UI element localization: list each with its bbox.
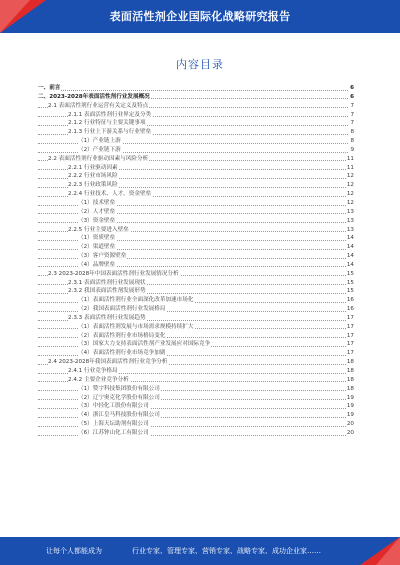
toc-entry-page: 13 [346,208,354,215]
toc-entry[interactable] [38,137,354,146]
toc-entry-page: 17 [346,350,354,357]
toc-entry[interactable] [38,172,354,181]
toc-entry[interactable] [38,358,354,367]
toc-entry-label: 2.1.2 行业特征与主要关键事项 [68,120,146,127]
toc-entry[interactable] [38,367,354,376]
toc-entry[interactable] [38,102,354,111]
toc-entry-label: 2.1.1 表面活性剂行业界定及分类 [68,111,152,118]
toc-entry-page: 12 [346,199,354,206]
toc-entry-page: 9 [350,146,354,153]
toc-title: 内容目录 [176,58,224,71]
toc-entry-page: 17 [346,341,354,348]
toc-leader-dots [38,90,354,91]
toc-entry-label: 2.2.4 行业技术、人才、资金壁垒 [68,191,152,198]
toc-entry-label: 2.1 表面活性剂行业运营有关定义及特点 [48,102,149,109]
toc-entry-page: 7 [350,120,354,127]
toc-entry-page: 12 [346,182,354,189]
toc-entry-page: 20 [346,421,354,428]
toc-entry-page: 18 [346,376,354,383]
toc-entry-label: 2.3.2 我国表面活性剂发展形势 [68,288,146,295]
toc-entry-label: （3）中轻化工股份有限公司 [78,403,149,410]
toc-entry[interactable] [38,394,354,403]
toc-entry[interactable] [38,208,354,217]
toc-entry-page: 12 [346,191,354,198]
toc-entry[interactable] [38,164,354,173]
toc-entry[interactable] [38,305,354,314]
toc-entry[interactable] [38,270,354,279]
toc-entry-label: （2）表面活性剂行业市场格局变化 [78,332,166,339]
toc-entry[interactable] [38,190,354,199]
toc-entry[interactable] [38,181,354,190]
toc-entry-label: （2）渠道壁垒 [78,244,116,251]
toc-entry[interactable] [38,376,354,385]
toc-entry-label: 2.2.5 行业主要进入壁垒 [68,226,129,233]
toc-entry-page: 18 [346,385,354,392]
toc-entry-page: 7 [350,111,354,118]
toc-entry-page: 18 [346,359,354,366]
toc-entry[interactable] [38,243,354,252]
toc-entry-page: 19 [346,412,354,419]
toc-entry-label: （1）产业链上游 [78,138,121,145]
toc-entry[interactable] [38,199,354,208]
toc-entry-label: （6）江苏钟山化工有限公司 [78,429,149,436]
toc-entry-label: 2.4 2023-2028年我国表面活性剂行业竞争分析 [48,359,168,366]
toc-entry-label: （1）表面活性剂行业全面深化改革加速市场化 [78,297,194,304]
toc-entry[interactable] [38,296,354,305]
toc-entry[interactable] [38,411,354,420]
toc-entry[interactable] [38,261,354,270]
toc-entry-page: 12 [346,173,354,180]
toc-entry[interactable] [38,111,354,120]
toc-entry[interactable] [38,332,354,341]
toc-entry-page: 11 [346,164,354,171]
toc-entry-label: 2.2.2 行业市场风险 [68,173,118,180]
toc-entry-label: 一、前言 [38,85,61,91]
toc-entry-label: （1）赞宇科技集团股份有限公司 [78,385,160,392]
toc-entry-label: （3）资金壁垒 [78,217,116,224]
toc-entry-page: 19 [346,403,354,410]
toc-entry-label: （2）产业链下游 [78,146,121,153]
toc-entry-label: 2.3.1 表面活性剂行业发展现状 [68,279,146,286]
toc-entry-page: 16 [346,297,354,304]
toc-entry-page: 8 [350,129,354,136]
toc-entry-page: 13 [346,217,354,224]
toc-entry-page: 14 [346,253,354,260]
toc-entry-page: 14 [346,235,354,242]
toc-entry-page: 6 [350,93,354,100]
toc-entry[interactable] [38,429,354,438]
report-title: 表面活性剂企业国际化战略研究报告 [109,10,291,23]
toc-entry-label: （4）浙江皇马科技股份有限公司 [78,412,160,419]
toc-entry-label: （2）辽宁奥克化学股份有限公司 [78,394,160,401]
toc-entry-label: 2.2 表面活性剂行业驱动因素与风险分析 [48,155,149,162]
toc-entry[interactable] [38,119,354,128]
toc-entry-page: 15 [346,279,354,286]
toc-entry-page: 8 [350,138,354,145]
toc-entry[interactable] [38,252,354,261]
toc-entry-page: 14 [346,261,354,268]
toc-entry[interactable] [38,155,354,164]
toc-entry-page: 15 [346,270,354,277]
toc-entry-label: （2）人才壁垒 [78,208,116,215]
toc-entry-page: 14 [346,244,354,251]
toc-entry-label: （3）客户资源壁垒 [78,253,127,260]
footer-banner [0,537,400,565]
toc-entry-page: 20 [346,429,354,436]
toc-entry-label: （1）技术壁垒 [78,199,116,206]
toc-entry[interactable] [38,340,354,349]
toc-entry[interactable] [38,84,354,93]
toc-entry-page: 6 [350,85,354,91]
toc-entry-label: （2）我国表面活性剂行业发展格局 [78,306,166,313]
toc-entry-page: 15 [346,288,354,295]
toc-entry[interactable] [38,402,354,411]
toc-entry-page: 18 [346,368,354,374]
toc-entry[interactable] [38,93,354,102]
footer-accent-shape-light [376,537,400,565]
toc-entry[interactable] [38,314,354,323]
footer-slogan-right: 行业专家、管理专家、营销专家、战略专家、成功企业家…… [132,547,321,555]
toc-entry[interactable] [38,226,354,235]
toc-entry-label: 2.4.1 行业竞争格局 [68,368,118,374]
toc-entry[interactable] [38,279,354,288]
toc-entry-page: 11 [346,155,354,162]
toc-entry[interactable] [38,385,354,394]
toc-entry-page: 19 [346,394,354,401]
toc-entry[interactable] [38,420,354,429]
toc-entry-label: 2.3.3 表面活性剂行业发展趋势 [68,314,146,321]
toc-entry[interactable] [38,217,354,226]
toc-entry-label: （1）表面活性剂发展与市场需求规模持续扩大 [78,323,194,330]
footer-slogan-left: 让每个人都能成为 [46,547,102,555]
toc-entry-page: 17 [346,323,354,330]
toc-entry-label: 2.3 2023-2028年中国表面活性剂行业发展情况分析 [48,270,179,277]
toc-entry-label: （5）上海天坛助剂有限公司 [78,421,149,428]
toc-entry-label: （4）品牌壁垒 [78,261,116,268]
toc-entry[interactable] [38,349,354,358]
toc-entry-label: 2.1.3 行业上下游关系与行业壁垒 [68,129,152,136]
toc-entry-label: （3）国家大力支持表面活性剂产业发展应对国际竞争 [78,341,211,348]
toc-entry-label: 2.4.2 主要企业竞争分析 [68,376,129,383]
toc-entry-label: 二、2023-2028年表面活性剂行业发展概况 [38,93,150,100]
toc-entry-page: 13 [346,226,354,233]
toc-entry-label: （1）资质壁垒 [78,235,116,242]
toc-entry[interactable] [38,323,354,332]
toc-entry-label: 2.2.1 行业驱动因素 [68,164,118,171]
toc-entry-label: （4）表面活性剂行业市场竞争加剧 [78,350,166,357]
toc-entry[interactable] [38,146,354,155]
toc-entry[interactable] [38,234,354,243]
toc-entry-page: 17 [346,332,354,339]
toc-entry[interactable] [38,128,354,137]
toc-entry-label: 2.2.3 行业政策风险 [68,182,118,189]
toc-entry-page: 7 [350,102,354,109]
toc-entry-page: 17 [346,314,354,321]
table-of-contents [38,84,354,438]
header-banner [0,0,400,33]
toc-entry-page: 16 [346,306,354,313]
toc-entry[interactable] [38,287,354,296]
